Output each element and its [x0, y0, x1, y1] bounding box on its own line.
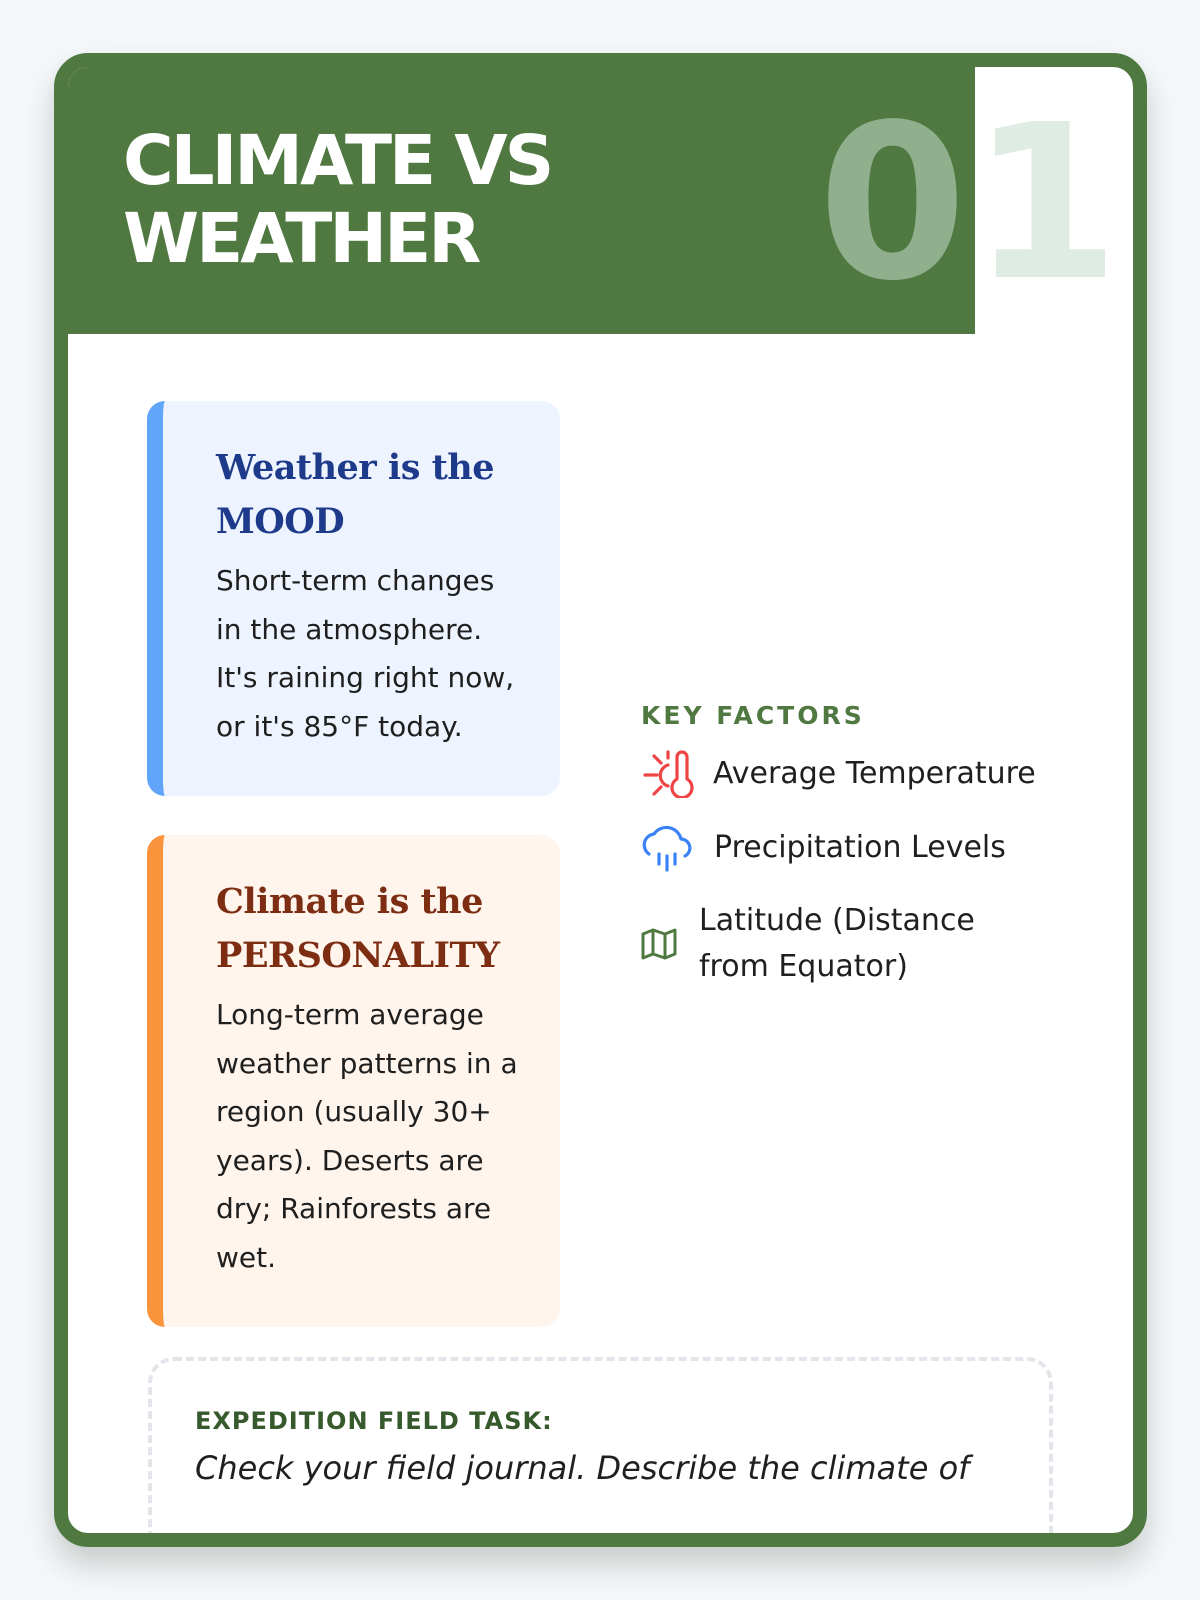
thermometer-sun-icon [641, 750, 713, 798]
factor-latitude-label: Latitude (Distance from Equator) [699, 903, 975, 984]
key-factors [641, 701, 1101, 1016]
map-icon [641, 927, 699, 961]
cloud-rain-icon [641, 824, 714, 872]
factor-precipitation [641, 824, 1101, 872]
lesson-number: 01 [818, 79, 1124, 328]
weather-description: Short-term changes in the atmosphere. It's raining right now, or it's 85°F today. [216, 564, 515, 743]
factor-latitude [641, 898, 1101, 990]
field-task-label: EXPEDITION FIELD TASK: [195, 1407, 553, 1435]
climate-box [147, 835, 560, 1327]
climate-heading-line-1: Climate is the [216, 881, 483, 922]
factor-temperature [641, 750, 1101, 798]
weather-heading-line-1: Weather is the [216, 447, 494, 488]
lesson-card [54, 53, 1147, 1547]
weather-heading-line-2: MOOD [216, 501, 345, 542]
field-task-box [148, 1357, 1053, 1547]
weather-heading [216, 441, 524, 549]
title-line-1: CLIMATE VS [123, 121, 552, 201]
weather-box [147, 401, 560, 796]
title-line-2: WEATHER [123, 199, 479, 279]
card-title [123, 122, 551, 278]
factor-temperature-label: Average Temperature [713, 756, 1036, 791]
climate-description: Long-term average weather patterns in a region (usually 30+ years). Deserts are dry; Rainforests are wet. [216, 998, 518, 1274]
key-factors-label: KEY FACTORS [641, 701, 865, 730]
climate-heading [216, 875, 524, 983]
factor-precipitation-label: Precipitation Levels [714, 830, 1006, 865]
field-task-text: Check your field journal. Describe the climate of [195, 1449, 970, 1487]
climate-heading-line-2: PERSONALITY [216, 935, 500, 976]
